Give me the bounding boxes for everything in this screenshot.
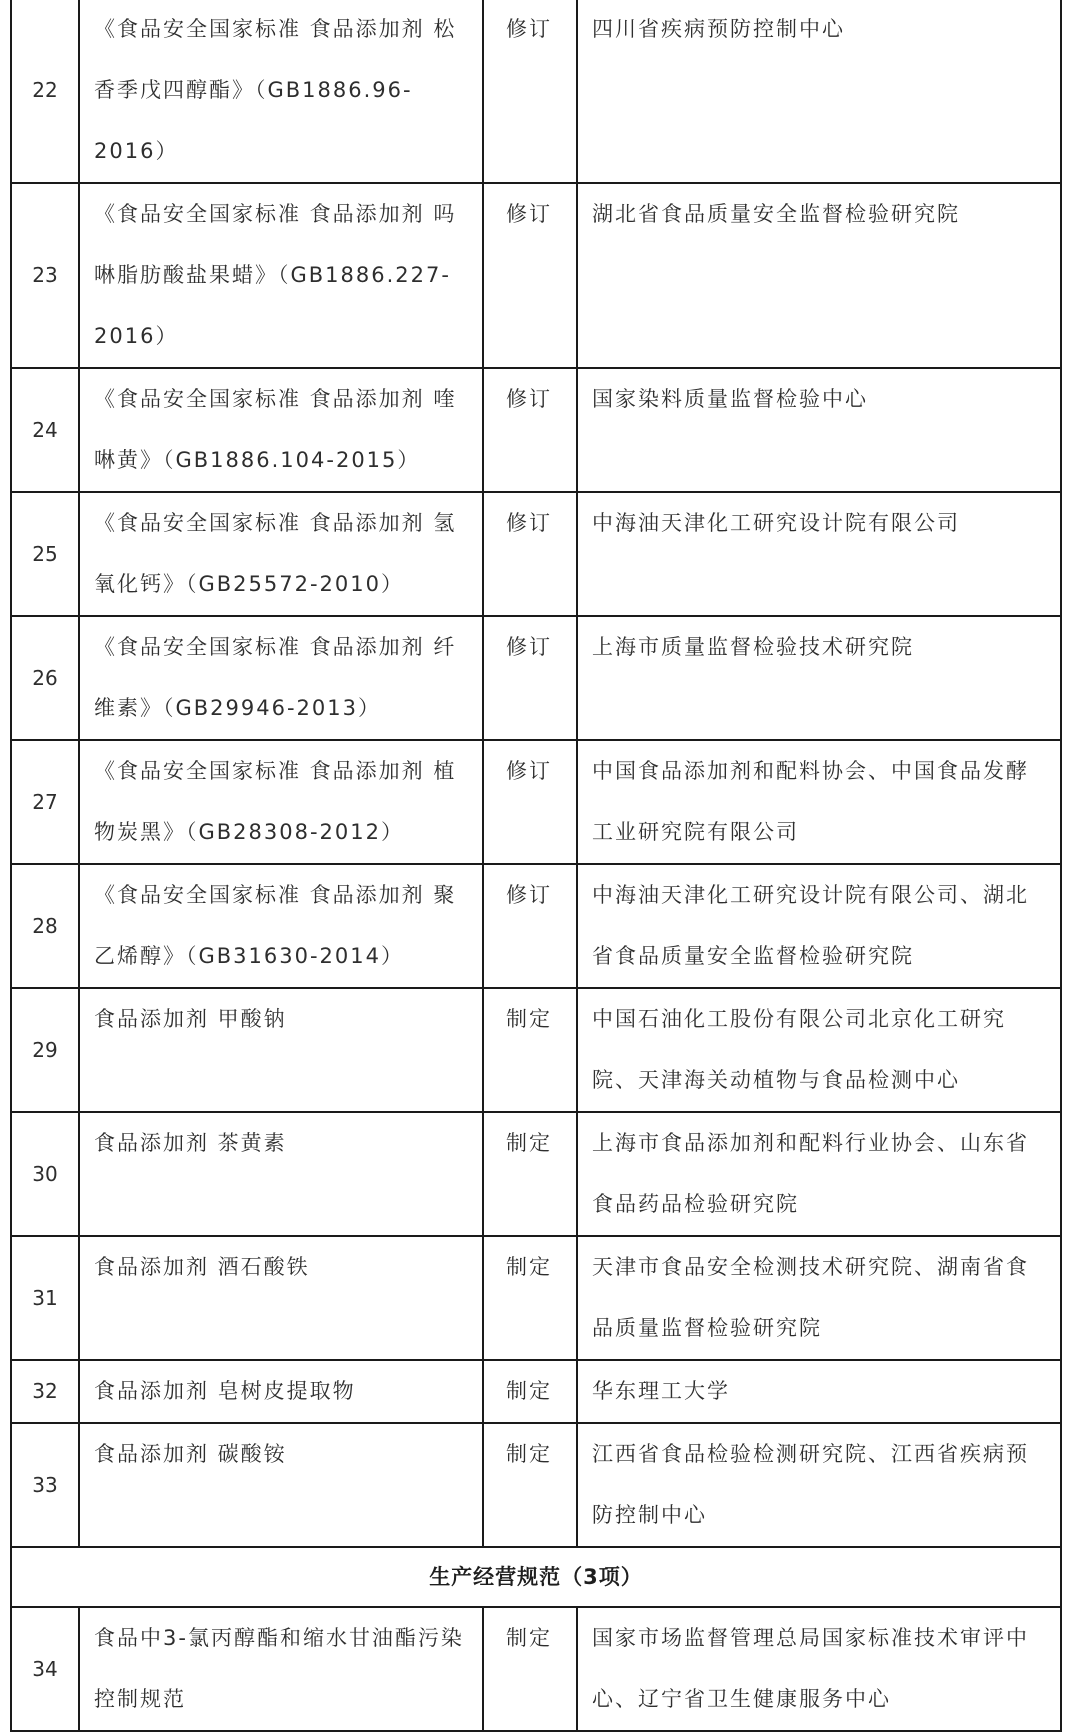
revision-type-cell xyxy=(483,1236,577,1360)
standard-name-cell xyxy=(79,864,483,988)
document-page xyxy=(10,0,1060,1710)
row-number-cell xyxy=(11,492,79,616)
drafting-organization-cell xyxy=(577,183,1061,368)
revision-type: 制定 xyxy=(506,1007,552,1031)
drafting-organization: 中海油天津化工研究设计院有限公司、湖北省食品质量安全监督检验研究院 xyxy=(592,883,1029,968)
row-number: 27 xyxy=(32,789,58,814)
standard-name-cell xyxy=(79,1607,483,1731)
revision-type: 修订 xyxy=(506,17,552,41)
standard-name: 食品添加剂 皂树皮提取物 xyxy=(94,1379,356,1403)
table-row xyxy=(11,1360,1061,1423)
standards-table-body xyxy=(11,0,1061,1731)
table-row xyxy=(11,1423,1061,1547)
drafting-organization-cell xyxy=(577,1607,1061,1731)
row-number: 30 xyxy=(32,1161,58,1186)
standard-name-cell xyxy=(79,1236,483,1360)
table-row xyxy=(11,740,1061,864)
standard-name: 《食品安全国家标准 食品添加剂 氢氧化钙》（GB25572-2010） xyxy=(94,511,457,596)
row-number-cell xyxy=(11,1236,79,1360)
table-row xyxy=(11,616,1061,740)
table-row xyxy=(11,492,1061,616)
row-number: 32 xyxy=(32,1379,58,1403)
standard-name-cell xyxy=(79,0,483,183)
drafting-organization-cell xyxy=(577,1112,1061,1236)
row-number: 25 xyxy=(32,541,58,566)
table-row xyxy=(11,988,1061,1112)
row-number-cell xyxy=(11,616,79,740)
revision-type: 修订 xyxy=(506,635,552,659)
drafting-organization-cell xyxy=(577,1236,1061,1360)
section-header: 生产经营规范（3项） xyxy=(11,1547,1061,1607)
row-number: 29 xyxy=(32,1037,58,1062)
standard-name-cell xyxy=(79,183,483,368)
standard-name: 《食品安全国家标准 食品添加剂 松香季戊四醇酯》（GB1886.96-2016） xyxy=(94,17,457,163)
section-header-row xyxy=(11,1547,1061,1607)
revision-type: 制定 xyxy=(506,1379,552,1403)
row-number: 22 xyxy=(32,78,58,102)
row-number-cell xyxy=(11,368,79,492)
revision-type: 修订 xyxy=(506,759,552,783)
revision-type-cell xyxy=(483,616,577,740)
standard-name-cell xyxy=(79,1360,483,1423)
row-number-cell xyxy=(11,0,79,183)
drafting-organization-cell xyxy=(577,740,1061,864)
row-number: 23 xyxy=(32,263,58,287)
standard-name: 食品中3-氯丙醇酯和缩水甘油酯污染控制规范 xyxy=(94,1626,464,1711)
standard-name: 《食品安全国家标准 食品添加剂 吗啉脂肪酸盐果蜡》（GB1886.227-2016） xyxy=(94,202,457,348)
drafting-organization: 江西省食品检验检测研究院、江西省疾病预防控制中心 xyxy=(592,1442,1029,1527)
revision-type-cell xyxy=(483,1112,577,1236)
standards-table xyxy=(10,0,1062,1732)
revision-type: 制定 xyxy=(506,1626,552,1650)
row-number: 24 xyxy=(32,417,58,442)
standard-name: 食品添加剂 甲酸钠 xyxy=(94,1007,287,1031)
revision-type-cell xyxy=(483,1360,577,1423)
drafting-organization: 湖北省食品质量安全监督检验研究院 xyxy=(592,202,960,226)
row-number-cell xyxy=(11,183,79,368)
drafting-organization-cell xyxy=(577,1360,1061,1423)
revision-type-cell xyxy=(483,368,577,492)
standard-name-cell xyxy=(79,1423,483,1547)
drafting-organization: 上海市质量监督检验技术研究院 xyxy=(592,635,914,659)
revision-type-cell xyxy=(483,1607,577,1731)
revision-type: 制定 xyxy=(506,1131,552,1155)
drafting-organization-cell xyxy=(577,1423,1061,1547)
drafting-organization-cell xyxy=(577,368,1061,492)
row-number: 28 xyxy=(32,913,58,938)
row-number-cell xyxy=(11,1360,79,1423)
revision-type-cell xyxy=(483,864,577,988)
standard-name-cell xyxy=(79,492,483,616)
row-number-cell xyxy=(11,1423,79,1547)
table-row xyxy=(11,1112,1061,1236)
revision-type-cell xyxy=(483,0,577,183)
drafting-organization: 国家染料质量监督检验中心 xyxy=(592,387,868,411)
row-number: 34 xyxy=(32,1656,58,1681)
drafting-organization: 华东理工大学 xyxy=(592,1379,730,1403)
table-row xyxy=(11,864,1061,988)
standard-name-cell xyxy=(79,988,483,1112)
drafting-organization: 中海油天津化工研究设计院有限公司 xyxy=(592,511,960,535)
drafting-organization: 中国食品添加剂和配料协会、中国食品发酵工业研究院有限公司 xyxy=(592,759,1029,844)
row-number-cell xyxy=(11,988,79,1112)
table-row xyxy=(11,183,1061,368)
drafting-organization: 上海市食品添加剂和配料行业协会、山东省食品药品检验研究院 xyxy=(592,1131,1029,1216)
table-row xyxy=(11,1607,1061,1731)
row-number-cell xyxy=(11,1607,79,1731)
row-number-cell xyxy=(11,740,79,864)
drafting-organization: 国家市场监督管理总局国家标准技术审评中心、辽宁省卫生健康服务中心 xyxy=(592,1626,1029,1711)
standard-name: 食品添加剂 碳酸铵 xyxy=(94,1442,287,1466)
drafting-organization-cell xyxy=(577,988,1061,1112)
revision-type: 修订 xyxy=(506,387,552,411)
drafting-organization-cell xyxy=(577,0,1061,183)
row-number: 26 xyxy=(32,665,58,690)
revision-type: 制定 xyxy=(506,1442,552,1466)
drafting-organization-cell xyxy=(577,616,1061,740)
standard-name: 《食品安全国家标准 食品添加剂 纤维素》（GB29946-2013） xyxy=(94,635,457,720)
standard-name-cell xyxy=(79,368,483,492)
standard-name-cell xyxy=(79,1112,483,1236)
row-number: 31 xyxy=(32,1285,58,1310)
standard-name: 《食品安全国家标准 食品添加剂 喹啉黄》（GB1886.104-2015） xyxy=(94,387,457,472)
revision-type-cell xyxy=(483,183,577,368)
drafting-organization-cell xyxy=(577,492,1061,616)
revision-type-cell xyxy=(483,740,577,864)
standard-name-cell xyxy=(79,616,483,740)
table-row xyxy=(11,368,1061,492)
row-number-cell xyxy=(11,864,79,988)
table-row xyxy=(11,0,1061,183)
drafting-organization: 天津市食品安全检测技术研究院、湖南省食品质量监督检验研究院 xyxy=(592,1255,1029,1340)
drafting-organization-cell xyxy=(577,864,1061,988)
drafting-organization: 四川省疾病预防控制中心 xyxy=(592,17,845,41)
revision-type-cell xyxy=(483,492,577,616)
revision-type: 修订 xyxy=(506,883,552,907)
revision-type: 修订 xyxy=(506,202,552,226)
drafting-organization: 中国石油化工股份有限公司北京化工研究院、天津海关动植物与食品检测中心 xyxy=(592,1007,1006,1092)
standard-name: 食品添加剂 茶黄素 xyxy=(94,1131,287,1155)
revision-type: 制定 xyxy=(506,1255,552,1279)
revision-type-cell xyxy=(483,988,577,1112)
standard-name: 食品添加剂 酒石酸铁 xyxy=(94,1255,310,1279)
revision-type-cell xyxy=(483,1423,577,1547)
table-row xyxy=(11,1236,1061,1360)
standard-name-cell xyxy=(79,740,483,864)
revision-type: 修订 xyxy=(506,511,552,535)
row-number-cell xyxy=(11,1112,79,1236)
row-number: 33 xyxy=(32,1472,58,1497)
standard-name: 《食品安全国家标准 食品添加剂 聚乙烯醇》（GB31630-2014） xyxy=(94,883,457,968)
standard-name: 《食品安全国家标准 食品添加剂 植物炭黑》（GB28308-2012） xyxy=(94,759,457,844)
